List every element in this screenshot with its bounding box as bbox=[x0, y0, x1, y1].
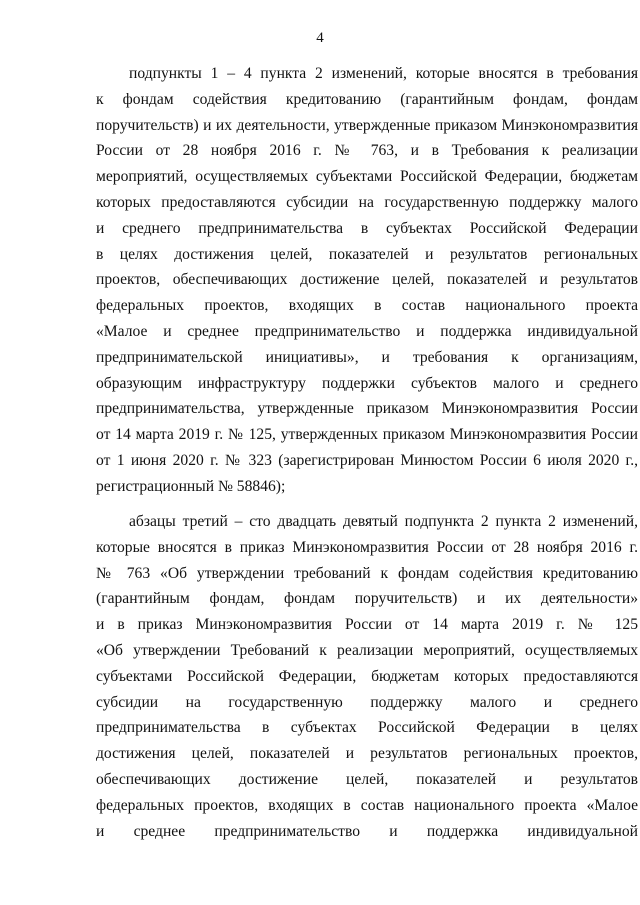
text-line: обеспечивающих достижение целей, показателей и результатов bbox=[96, 771, 638, 789]
text-line: предпринимательской инициативы», и требования к организациям, bbox=[96, 348, 638, 366]
text-line: России от 28 ноября 2016 г. № 763, и в Требования к реализации bbox=[96, 142, 638, 160]
page-number: 4 bbox=[316, 30, 324, 46]
text-line: к фондам содействия кредитованию (гарантийным фондам, фондам bbox=[96, 90, 638, 108]
document-body bbox=[96, 61, 638, 844]
text-line: «Об утверждении Требований к реализации мероприятий, осуществляемых bbox=[96, 642, 638, 660]
text-line: которые вносятся в приказ Минэкономразвития России от 28 ноября 2016 г. bbox=[96, 538, 638, 556]
text-line: в целях достижения целей, показателей и результатов региональных bbox=[96, 245, 638, 263]
text-line: подпункты 1 – 4 пункта 2 изменений, которые вносятся в требования bbox=[129, 65, 638, 82]
text-line: от 14 марта 2019 г. № 125, утвержденных приказом Минэкономразвития России bbox=[96, 426, 638, 444]
text-line: от 1 июня 2020 г. № 323 (зарегистрирован Минюстом России 6 июля 2020 г., bbox=[96, 451, 638, 469]
text-line: № 763 «Об утверждении требований к фондам содействия кредитованию bbox=[96, 564, 638, 582]
text-line: и среднее предпринимательство и поддержка индивидуальной bbox=[96, 822, 638, 840]
text-line: поручительств) и их деятельности, утвержденные приказом Минэкономразвития bbox=[96, 116, 638, 134]
text-line: которых предоставляются субсидии на государственную поддержку малого bbox=[96, 193, 638, 211]
text-line: федеральных проектов, входящих в состав национального проекта «Малое bbox=[96, 796, 638, 814]
text-line: достижения целей, показателей и результатов региональных проектов, bbox=[96, 745, 638, 763]
text-line: и среднего предпринимательства в субъектах Российской Федерации bbox=[96, 219, 638, 237]
text-line: субъектами Российской Федерации, бюджетам которых предоставляются bbox=[96, 667, 638, 685]
text-line: (гарантийным фондам, фондам поручительств) и их деятельности» bbox=[96, 590, 638, 608]
text-line: абзацы третий – сто двадцать девятый подпункта 2 пункта 2 изменений, bbox=[129, 513, 638, 531]
text-line: образующим инфраструктуру поддержки субъектов малого и среднего bbox=[96, 374, 638, 392]
text-line: «Малое и среднее предпринимательство и поддержка индивидуальной bbox=[96, 322, 638, 340]
text-line: федеральных проектов, входящих в состав национального проекта bbox=[96, 297, 638, 315]
text-line: и в приказ Минэкономразвития России от 14 марта 2019 г. № 125 bbox=[96, 616, 638, 634]
text-line: предпринимательства, утвержденные приказом Минэкономразвития России bbox=[96, 400, 638, 418]
text-line: предпринимательства в субъектах Российской Федерации в целях bbox=[96, 719, 638, 737]
text-line: субсидии на государственную поддержку малого и среднего bbox=[96, 693, 638, 711]
text-line: регистрационный № 58846); bbox=[96, 477, 286, 495]
text-line: мероприятий, осуществляемых субъектами Российской Федерации, бюджетам bbox=[96, 168, 638, 186]
text-line: проектов, обеспечивающих достижение целей, показателей и результатов bbox=[96, 271, 638, 289]
paragraph-gap bbox=[96, 500, 638, 510]
